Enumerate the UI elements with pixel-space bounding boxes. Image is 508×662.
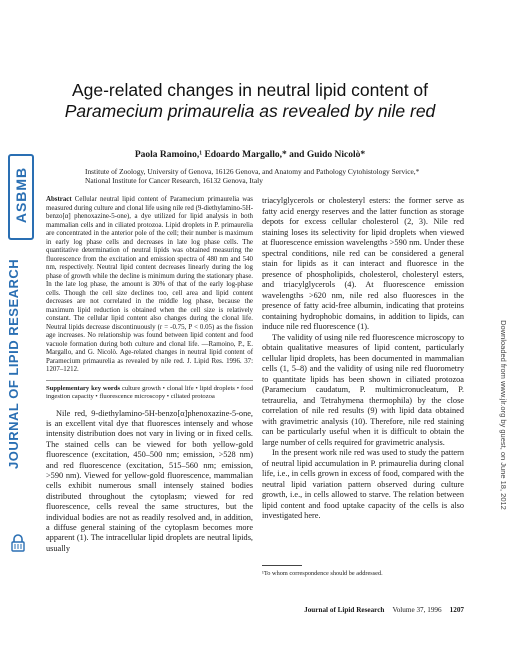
intro-paragraph-4: In the present work nile red was used to study the pattern of neutral lipid accumulation in P. primaurelia during clonal life, i.e., in cells grown in excess of food, compared with the neutral lipid variation pattern observed during culture growth, i.e., in cells allowed to starve. The relation between lipid content and food uptake capacity of the cells is also investigated here. bbox=[262, 448, 464, 520]
keywords-label: Supplementary key words bbox=[46, 384, 121, 392]
title-line-2: Paramecium primaurelia as revealed by nile red bbox=[64, 101, 436, 121]
intro-paragraph-3: The validity of using nile red fluorescence microscopy to obtain qualitative measures of lipid content, particularly cellular lipid droplets, has been documented in mammalian cells (1, 5–8) and the validity of using nile red fluorometry to quantitate lipids has been shown in ciliated protozoa (Paramecium caudatum, P. multimicronucleatum, P. tetraurelia, and Tetrahymena thermophila) by the close correlation of nile red results (9) with lipid data obtained with gravimetric analysis (10). Therefore, nile red staining can be particularly useful when it is difficult to obtain the large number of cells required for gravimetric analysis. bbox=[262, 332, 464, 447]
right-column bbox=[262, 196, 464, 522]
abstract-text: Cellular neutral lipid content of Paramecium primaurelia was measured during culture and clonal life using nile red (9-diethylamino-5H-benzo[α] phenoxazine-5-one), a dye utilized for lipid analysis in both mammalian cells and in ciliated protozoa. Lipid droplets in P. primaurelia are concentrated in the anterior pole of the cell; their number is maximum in early log phase cells and decreases in late log phase cells. The quantitative determination of neutral lipids was obtained measuring the fluorescence from the excitation and emission spectra of 480 nm and 540 nm, respectively. Neutral lipid content decreases linearly during the log phase of growth while the decline is minimum during the stationary phase. In the late log phase, the amount is 30% of that of the early log-phase cells. Though the cell size declines too, cell area and lipid content decreases are not correlated in the middle log phase, because the maximum lipid reduction is obtained when the cell size is relatively constant. The cellular lipid content also changes during the clonal life. Neutral lipids decrease discontinuously (r = -0.75, P < 0.05) as the fission age increases. No relationship was found between lipid content and food vacuole formation during both culture and clonal life. bbox=[46, 196, 253, 348]
left-column bbox=[46, 196, 253, 562]
journal-sidebar bbox=[0, 0, 38, 662]
author-list: Paola Ramoino,¹ Edoardo Margallo,* and Guido Nicolò* bbox=[134, 150, 366, 160]
footer-volume: Volume 37, 1996 bbox=[392, 606, 442, 614]
abstract-label: Abstract bbox=[46, 196, 72, 203]
intro-paragraph-1: Nile red, 9-diethylamino-5H-benzo[α]phenoxazine-5-one, is an excellent vital dye that fluoresces intensely and whose intensity distribution does not vary in living or in fixed cells. The stained cells can be viewed for both yellow-gold fluorescence (excitation, 450–500 nm; emission, >528 nm) and red fluorescence (excitation, 515–560 nm; emission, >590 nm). Viewed for yellow-gold fluorescence, mammalian cells exhibit numerous small intensely stained bodies distributed throughout the cytoplasm; viewed for red fluorescence, cells reveal the same structures, but the individual bodies are not as readily resolved and, in addition, a diffuse general staining of the cytoplasm becomes more apparent (1). The intracellular lipid droplets are neutral lipids, usually bbox=[46, 408, 253, 553]
journal-name-vertical: JOURNAL OF LIPID RESEARCH bbox=[6, 258, 21, 469]
asbmb-logo bbox=[2, 150, 36, 240]
download-note: Downloaded from www.jlr.org by guest, on June 18, 2012 bbox=[499, 320, 508, 510]
article-title bbox=[60, 80, 440, 122]
page-footer bbox=[262, 606, 464, 614]
intro-paragraph-2: triacylglycerols or cholesteryl esters: the former serve as fatty acid energy reserves and the latter function as storage depots for excess cellular cholesterol (2, 3). Nile red staining loses its selectivity for lipid droplets when viewed at fluorescence emission wavelengths >590 nm. Under these spectral conditions, nile red can be considered a general stain for lipids as it can interact and fluoresce in the presence of phospholipids, cholesterol, cholesteryl esters, and triacylglycerols (4). At fluorescence emission wavelengths >620 nm, nile red also fluoresces in the presence of fatty acid-free albumin, indicating that proteins containing hydrophobic domains, in addition to lipids, can induce nile red fluorescence (1). bbox=[262, 196, 464, 331]
footer-journal: Journal of Lipid Research bbox=[304, 606, 385, 614]
keywords bbox=[46, 380, 253, 401]
abstract bbox=[46, 196, 253, 375]
footnote-divider bbox=[262, 565, 302, 566]
keywords-text: culture growth • clonal life • lipid droplets • food ingestion capacity • fluorescence microscopy • ciliated protozoa bbox=[46, 384, 253, 400]
affiliation: Institute of Zoology, University of Genova, 16126 Genova, and Anatomy and Pathology Cytohistology Service,* National Institute for Cancer Research, 16132 Genova, Italy bbox=[85, 167, 420, 186]
abstract-citation: —Ramoino, P., E. Margallo, and G. Nicolò. Age-related changes in neutral lipid content of Paramecium primaurelia as revealed by nile red. J. Lipid Res. 1996. 37: 1207–1212. bbox=[46, 340, 253, 373]
title-line-1: Age-related changes in neutral lipid content of bbox=[71, 80, 429, 100]
lock-icon bbox=[10, 534, 26, 552]
asbmb-label: ASBMB bbox=[13, 166, 29, 224]
footnote: ¹To whom correspondence should be addressed. bbox=[262, 570, 383, 577]
page-number: 1207 bbox=[449, 606, 464, 614]
